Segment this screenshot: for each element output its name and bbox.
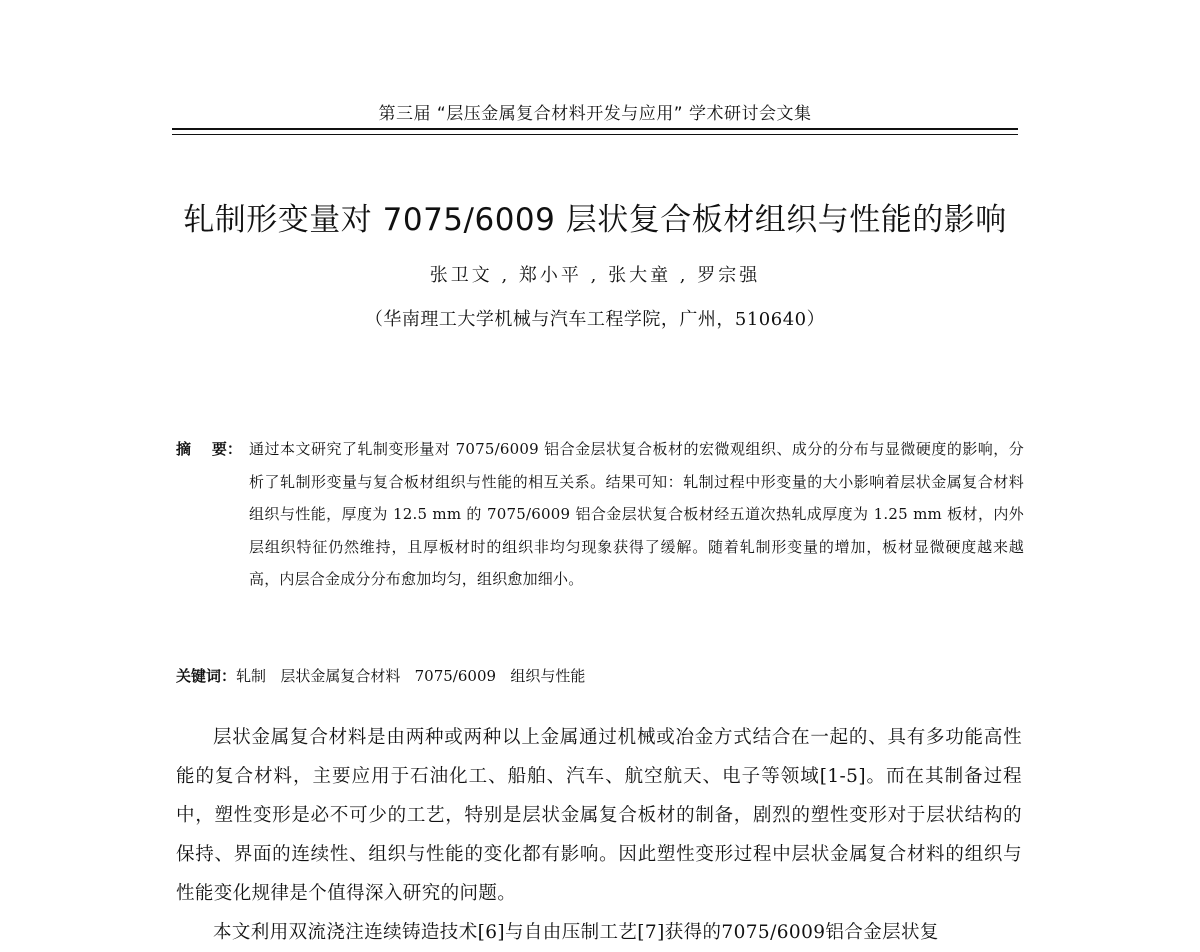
abstract-label: 摘 要： <box>176 440 242 458</box>
body-paragraph: 层状金属复合材料是由两种或两种以上金属通过机械或冶金方式结合在一起的、具有多功能高性能的复合材料，主要应用于石油化工、船舶、汽车、航空航天、电子等领域[1-5]。而在其制备过程中，塑性变形是必不可少的工艺，特别是层状金属复合板材的制备，剧烈的塑性变形对于层状结构的保持、界面的连续性、组织与性能的变化都有影响。因此塑性变形过程中层状金属复合材料的组织与性能变化规律是个值得深入研究的问题。 <box>176 727 1022 904</box>
paper-authors: 张卫文 , 郑小平 , 张大童 , 罗宗强 <box>429 265 761 286</box>
body-text <box>176 718 1022 952</box>
keywords-line <box>176 664 1016 688</box>
abstract-text: 通过本文研究了轧制变形量对 7075/6009 铝合金层状复合板材的宏微观组织、成分的分布与显微硬度的影响，分析了轧制形变量与复合板材组织与性能的相互关系。结果可知：轧制过程中形变量的大小影响着层状金属复合材料组织与性能，厚度为 12.5 mm 的 7075/6009 铝合金层状复合板材经五道次热轧成厚度为 1.25 mm 板材，内外层组织特征仍然维持，且厚板材时的组织非均匀现象获得了缓解。随着轧制形变量的增加，板材显微硬度越来越高，内层合金成分分布愈加均匀，组织愈加细小。 <box>249 440 1024 588</box>
header-rule <box>172 128 1018 130</box>
paper-affiliation: （华南理工大学机械与汽车工程学院，广州，510640） <box>364 309 826 330</box>
paper-title: 轧制形变量对 7075/6009 层状复合板材组织与性能的影响 <box>183 202 1007 238</box>
header-rule-thin <box>172 134 1018 135</box>
keywords-label: 关键词： <box>176 667 237 685</box>
body-paragraph: 本文利用双流浇注连续铸造技术[6]与自由压制工艺[7]获得的7075/6009铝合金层状复 <box>213 922 939 943</box>
running-header: 第三届 “层压金属复合材料开发与应用” 学术研讨会文集 <box>378 104 812 124</box>
keywords-text: 轧制 层状金属复合材料 7075/6009 组织与性能 <box>236 667 586 685</box>
